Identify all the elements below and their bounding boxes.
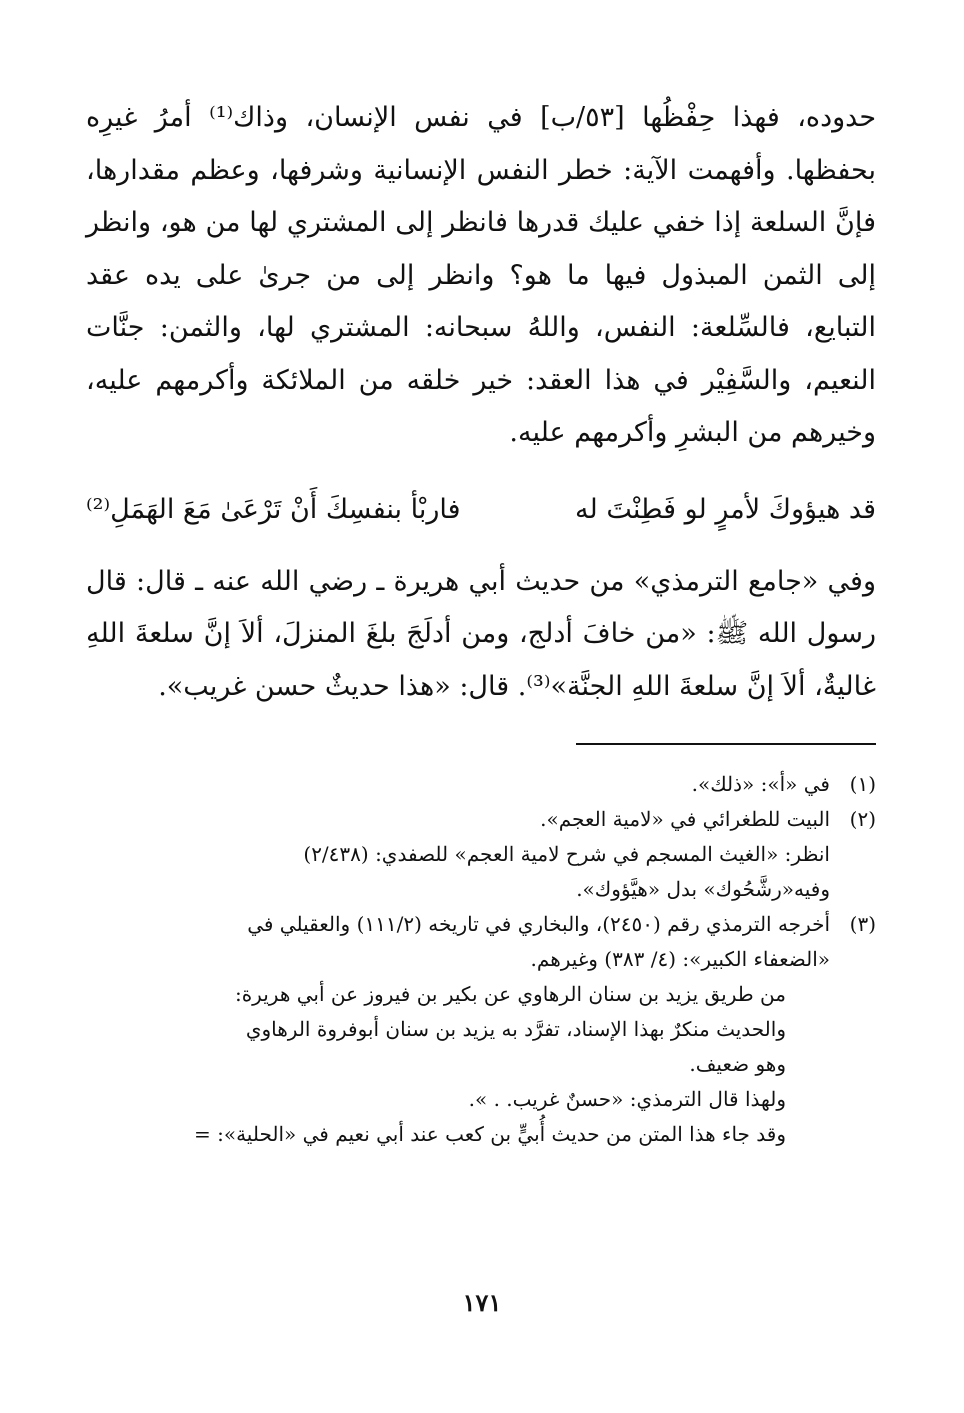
footnote-number: (١)	[849, 772, 876, 796]
footnote-number: (٢)	[849, 807, 876, 831]
footnote-2	[86, 802, 876, 837]
page-number: ١٧١	[462, 1288, 502, 1317]
footnote-commentary-line: والحديث منكرٌ بهذا الإسناد، تفرَّد به يزيد بن سنان أبوفروة الرهاوي	[245, 1017, 786, 1041]
footnote-reference-line: انظر: «الغيث المسجم في شرح لامية العجم» للصفدي: (٢/٤٣٨)	[303, 842, 830, 866]
footnote-text: في «أ»: «ذلك».	[691, 772, 830, 796]
footnote-text: «الضعفاء الكبير»: (٤/ ٣٨٣) وغيرهم.	[530, 947, 830, 971]
footnote-text: أخرجه الترمذي رقم (٢٤٥٠)، والبخاري في تاريخه (١١١/٢) والعقيلي في	[247, 912, 830, 936]
footnote-number: (٣)	[849, 912, 876, 936]
footnote-text: البيت للطغرائي في «لامية العجم».	[540, 807, 830, 831]
footnote-commentary-line: وهو ضعيف.	[689, 1052, 786, 1076]
verse-second-hemistich: فاربْأ بنفسِكَ أَنْ تَرْعَىٰ مَعَ الهَمَلِ⁽²⁾	[86, 493, 461, 525]
footnote-commentary-line: من طريق يزيد بن سنان الرهاوي عن بكير بن فيروز عن أبي هريرة:	[234, 982, 786, 1006]
footnote-3	[86, 907, 876, 977]
footnotes	[86, 767, 876, 1152]
footnote-2-reference	[86, 837, 876, 907]
main-paragraph-1: حدوده، فهذا حِفْظُها [٥٣/ب] في نفس الإنسان، وذاك⁽¹⁾ أمرُ غيرِه بحفظها. وأفهمت الآية: خطر النفس الإنسانية وشرفها، وعظم مقدارها، فإنَّ السلعة إذا خفي عليك قدرها فانظر إلى المشتري لها من هو، وانظر إلى الثمن المبذول فيها ما هو؟ وانظر إلى من جرىٰ على يده عقد التبايع، فالسِّلعة: النفس، واللهُ سبحانه: المشتري لها، والثمن: جنَّات النعيم، والسَّفِيْر في هذا العقد: خير خلقه من الملائكة وأكرمهم عليه، وخيرهم من البشرِ وأكرمهم عليه.	[86, 102, 877, 448]
footnote-1	[86, 767, 876, 802]
footnote-continuation: وقد جاء هذا المتن من حديث أُبيٍّ بن كعب عند أبي نعيم في «الحلية»: =	[193, 1122, 786, 1146]
footnote-commentary-line: ولهذا قال الترمذي: «حسنٌ غريب. . ».	[468, 1087, 786, 1111]
page-body	[86, 92, 876, 1152]
footnote-reference-line: وفيه«رشَّحُوك» بدل «هيَّؤوك».	[576, 877, 830, 901]
poem-verse	[86, 484, 876, 536]
footnote-3-commentary	[86, 977, 876, 1152]
footnote-separator	[576, 743, 876, 745]
verse-first-hemistich: قد هيؤوكَ لأمرٍ لو فَطِنْتَ له	[575, 493, 876, 525]
main-paragraph-2: وفي «جامع الترمذي» من حديث أبي هريرة ـ رضي الله عنه ـ قال: قال رسول الله ﷺ: «من خافَ أدلج، ومن أدلَجَ بلغَ المنزلَ، ألاَ إنَّ سلعةَ اللهِ غاليةٌ، ألاَ إنَّ سلعةَ اللهِ الجنَّة»⁽³⁾. قال: «هذا حديثٌ حسن غريب».	[86, 565, 876, 702]
